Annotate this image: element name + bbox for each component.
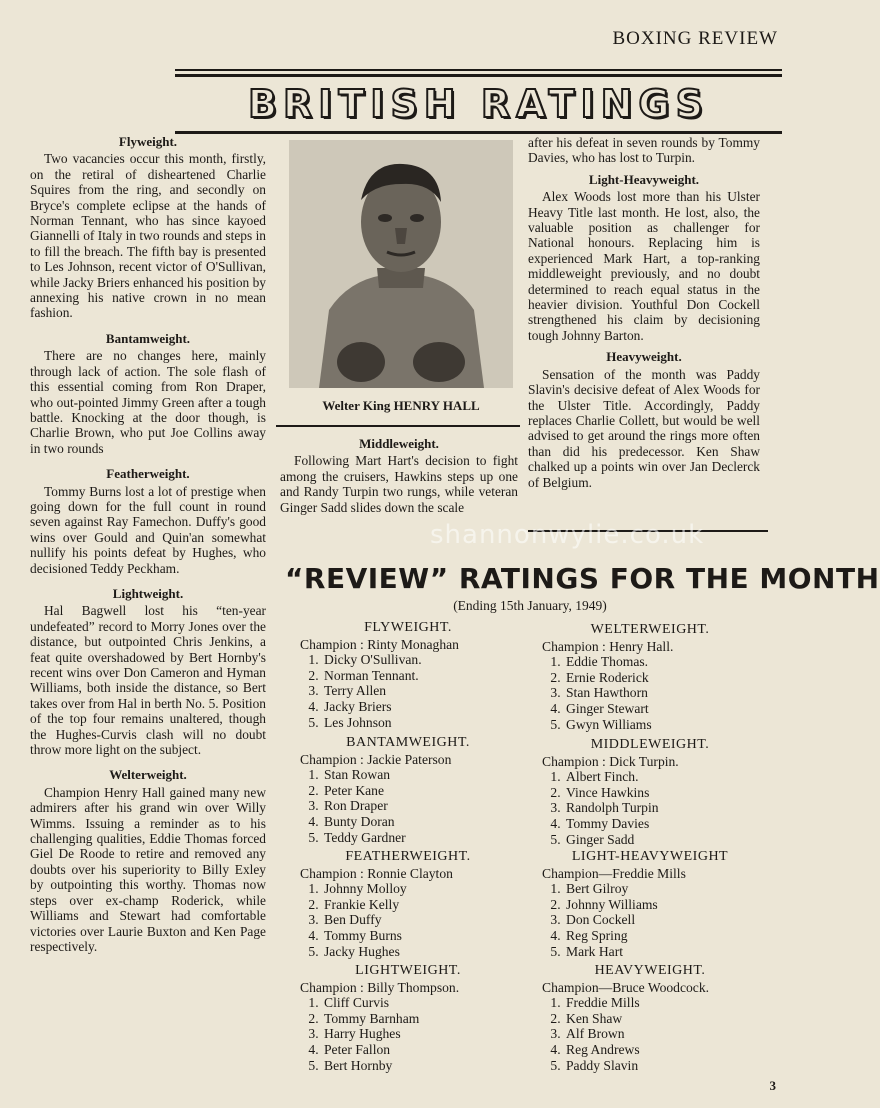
header-rule	[175, 69, 782, 71]
right-column	[528, 135, 760, 496]
list-item: 2. Ernie Roderick	[564, 670, 770, 686]
section-heading: Bantamweight.	[105, 330, 191, 346]
division-name: FLYWEIGHT.	[364, 620, 452, 635]
photo-caption: Welter King HENRY HALL	[322, 398, 480, 413]
division-name: LIGHT-HEAVYWEIGHT	[571, 849, 729, 864]
division-name: BANTAMWEIGHT.	[346, 735, 470, 750]
list-item: 1. Stan Rowan	[322, 767, 528, 783]
list-item: 5. Teddy Gardner	[322, 830, 528, 846]
list-item: 2. Vince Hawkins	[564, 785, 770, 801]
list-item: 5. Ginger Sadd	[564, 832, 770, 848]
ranked-list	[530, 654, 770, 732]
list-item: 4. Jacky Briers	[322, 699, 528, 715]
division-light-heavyweight	[530, 849, 770, 959]
section-heading: Flyweight.	[118, 134, 178, 149]
champion: Champion—Freddie Mills	[542, 865, 686, 881]
division-name: FEATHERWEIGHT.	[345, 849, 471, 864]
list-item: 3. Don Cockell	[564, 912, 770, 928]
section-text: Two vacancies occur this month, firstly, on the retiral of disheartened Charlie Squires from the ring, and secondly on Bryce's complete eclipse at the hands of Norman Tennant, who has since kayoed Giannelli of Italy in two rounds and steps in to fill the breach. The fifth bay is presented to Les Johnson, recent victor of O'Sullivan, while Jacky Briers enhanced his position by annexing his native crown in no mean fashion.	[30, 151, 266, 321]
division-flyweight	[288, 620, 528, 730]
list-item: 1. Johnny Molloy	[322, 881, 528, 897]
ranked-list	[288, 767, 528, 845]
page-number: 3	[769, 1078, 776, 1093]
title-banner	[175, 74, 782, 134]
left-column	[30, 134, 266, 964]
champion: Champion : Ronnie Clayton	[300, 865, 453, 881]
section-text: Sensation of the month was Paddy Slavin's decisive defeat of Alex Woods for the Ulster Title. Accordingly, Paddy replaces Charlie Collett, but would be well advised to get around the rings more often than did his predecessor. Ken Shaw chalked up a points win over Jan Declerck of Belgium.	[528, 366, 760, 490]
champion: Champion—Bruce Woodcock.	[542, 979, 710, 995]
review-subheading: (Ending 15th January, 1949)	[453, 598, 607, 613]
section-text: Tommy Burns lost a lot of prestige when going down for the full count in round seven against Ray Famechon. Duffy's good wins over Gould and Quin'an somewhat nullify his points defeat by Hughes, who decisioned Teddy Peckham.	[30, 483, 266, 576]
section-heading: Middleweight.	[359, 436, 439, 451]
list-item: 5. Paddy Slavin	[564, 1058, 770, 1074]
list-item: 1. Bert Gilroy	[564, 881, 770, 897]
champion: Champion : Rinty Monaghan	[300, 636, 459, 652]
middleweight-section	[280, 436, 518, 515]
list-item: 5. Bert Hornby	[322, 1058, 528, 1074]
list-item: 5. Les Johnson	[322, 715, 528, 731]
division-welterweight	[530, 622, 770, 732]
list-item: 3. Alf Brown	[564, 1026, 770, 1042]
list-item: 2. Tommy Barnham	[322, 1011, 528, 1027]
division-lightweight	[288, 963, 528, 1073]
section-text: Following Mart Hart's decision to fight among the cruisers, Hawkins steps up one and Randy Turpin two rungs, while veteran Ginger Sadd slides down the scale	[280, 453, 518, 515]
page-title: BRITISH RATINGS	[248, 82, 709, 126]
section-text: There are no changes here, mainly through lack of action. The sole flash of this essential coming from Ron Draper, who out-pointed Jimmy Green after a tough battle. Knocking at the door though, is Charlie Brown, who put Joe Collins away in two rounds	[30, 348, 266, 456]
list-item: 2. Frankie Kelly	[322, 897, 528, 913]
list-item: 4. Reg Spring	[564, 928, 770, 944]
photo-block	[289, 140, 513, 414]
division-name: WELTERWEIGHT.	[590, 622, 710, 637]
champion: Champion : Jackie Paterson	[300, 751, 452, 767]
list-item: 3. Terry Allen	[322, 683, 528, 699]
list-item: 5. Jacky Hughes	[322, 944, 528, 960]
section-heading: Welterweight.	[109, 767, 187, 783]
list-item: 1. Eddie Thomas.	[564, 654, 770, 670]
division-name: MIDDLEWEIGHT.	[590, 737, 710, 752]
ranked-list	[288, 995, 528, 1073]
middle-rule	[276, 425, 520, 427]
list-item: 3. Harry Hughes	[322, 1026, 528, 1042]
section-text: Hal Bagwell lost his “ten-year undefeated” record to Morry Jones over the distance, but outpointed Chris Jenkins, a feat quite overshadowed by Bert Hornby's recent wins over Don Cameron and Hyman Williams, both inside the distance, so Bert takes over from Hal in berth No. 5. Position of the top four remains unaltered, though the Hughes-Curvis clash will no doubt throw more light on the subject.	[30, 603, 266, 758]
list-item: 2. Johnny Williams	[564, 897, 770, 913]
list-item: 1. Cliff Curvis	[322, 995, 528, 1011]
list-item: 3. Stan Hawthorn	[564, 685, 770, 701]
division-featherweight	[288, 849, 528, 959]
list-item: 3. Randolph Turpin	[564, 800, 770, 816]
section-heading: Heavyweight.	[606, 349, 682, 365]
review-heading: “REVIEW” RATINGS FOR THE MONTH	[285, 562, 880, 595]
watermark: shannonwylie.co.uk	[430, 520, 705, 550]
list-item: 2. Peter Kane	[322, 783, 528, 799]
list-item: 5. Mark Hart	[564, 944, 770, 960]
list-item: 2. Ken Shaw	[564, 1011, 770, 1027]
list-item: 4. Peter Fallon	[322, 1042, 528, 1058]
ranked-list	[530, 769, 770, 847]
division-name: LIGHTWEIGHT.	[355, 963, 461, 978]
champion: Champion : Dick Turpin.	[542, 753, 679, 769]
section-text: Alex Woods lost more than his Ulster Heavy Title last month. He lost, also, the valuable position as challenger for National honours. Replacing him is experienced Mark Hart, a top-ranking middleweight previously, and no doubt determined to reach equal status in the heavier division. Youthful Don Cockell strengthened his claim by decisioning tough Johnny Barton.	[528, 189, 760, 343]
boxer-photo	[289, 140, 513, 388]
list-item: 3. Ben Duffy	[322, 912, 528, 928]
ranked-list	[530, 881, 770, 959]
list-item: 1. Dicky O'Sullivan.	[322, 652, 528, 668]
division-heavyweight	[530, 963, 770, 1073]
division-name: HEAVYWEIGHT.	[594, 963, 706, 978]
list-item: 1. Freddie Mills	[564, 995, 770, 1011]
list-item: 4. Ginger Stewart	[564, 701, 770, 717]
ranked-list	[288, 881, 528, 959]
section-text: after his defeat in seven rounds by Tommy Davies, who has lost to Turpin.	[528, 135, 760, 166]
section-text: Champion Henry Hall gained many new admirers after his grand win over Willy Wimms. Issuing a reminder as to his challenging qualities, Eddie Thomas forced Giel De Roode to retire and removed any doubts over his superiority to Billy Exley by outpointing this worthy. Thomas now steps over ex-champ Roderick, while Williams and Stewart had comfortable victories over Laurie Buxton and Ken Page respectively.	[30, 784, 266, 954]
division-middleweight	[530, 737, 770, 847]
list-item: 4. Tommy Davies	[564, 816, 770, 832]
list-item: 5. Gwyn Williams	[564, 717, 770, 733]
ranked-list	[288, 652, 528, 730]
section-heading: Light-Heavyweight.	[588, 171, 700, 187]
list-item: 3. Ron Draper	[322, 798, 528, 814]
running-head: BOXING REVIEW	[612, 28, 778, 49]
list-item: 1. Albert Finch.	[564, 769, 770, 785]
section-heading: Lightweight.	[112, 585, 184, 601]
list-item: 2. Norman Tennant.	[322, 668, 528, 684]
champion: Champion : Henry Hall.	[542, 638, 674, 654]
list-item: 4. Reg Andrews	[564, 1042, 770, 1058]
champion: Champion : Billy Thompson.	[300, 979, 460, 995]
section-heading: Featherweight.	[106, 466, 190, 482]
division-bantamweight	[288, 735, 528, 845]
list-item: 4. Tommy Burns	[322, 928, 528, 944]
list-item: 4. Bunty Doran	[322, 814, 528, 830]
boxer-photo-illustration	[289, 140, 513, 388]
ranked-list	[530, 995, 770, 1073]
